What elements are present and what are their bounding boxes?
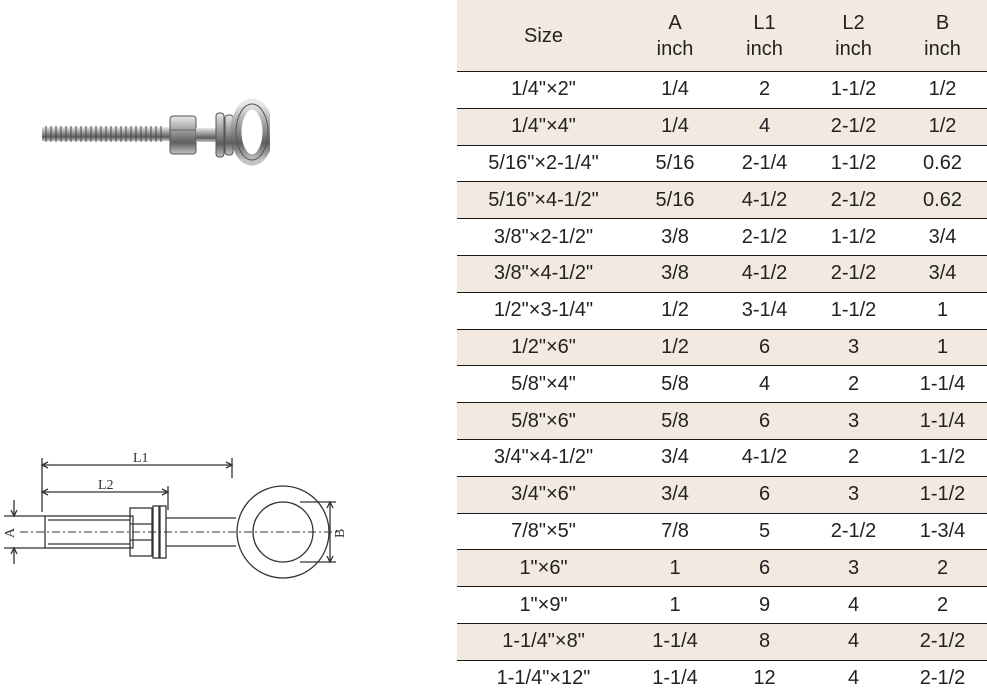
cell-b: 2-1/2 xyxy=(898,623,987,660)
table-row xyxy=(457,329,987,366)
cell-l2: 2 xyxy=(809,366,898,403)
header-b: B inch xyxy=(898,0,987,72)
cell-l2: 1-1/2 xyxy=(809,145,898,182)
cell-size: 1/2"×6" xyxy=(457,329,630,366)
cell-l1: 2-1/2 xyxy=(720,219,809,256)
cell-b: 2 xyxy=(898,587,987,624)
table-row xyxy=(457,439,987,476)
cell-l2: 4 xyxy=(809,660,898,696)
cell-b: 0.62 xyxy=(898,145,987,182)
header-size: Size xyxy=(457,0,630,72)
table-row xyxy=(457,403,987,440)
cell-l1: 3-1/4 xyxy=(720,292,809,329)
table-row xyxy=(457,72,987,109)
header-a: A inch xyxy=(630,0,720,72)
cell-l1: 9 xyxy=(720,587,809,624)
table-row xyxy=(457,219,987,256)
cell-a: 3/4 xyxy=(630,439,720,476)
eye-bolt-photo xyxy=(30,80,270,200)
cell-b: 2-1/2 xyxy=(898,660,987,696)
cell-a: 1-1/4 xyxy=(630,623,720,660)
cell-b: 2 xyxy=(898,550,987,587)
cell-l1: 6 xyxy=(720,476,809,513)
cell-size: 1/2"×3-1/4" xyxy=(457,292,630,329)
cell-a: 3/8 xyxy=(630,255,720,292)
cell-l1: 8 xyxy=(720,623,809,660)
a-label: A xyxy=(3,527,18,538)
b-label: B xyxy=(333,528,348,538)
cell-b: 0.62 xyxy=(898,182,987,219)
cell-size: 1/4"×2" xyxy=(457,72,630,109)
cell-size: 7/8"×5" xyxy=(457,513,630,550)
cell-b: 1-1/2 xyxy=(898,476,987,513)
cell-size: 1"×9" xyxy=(457,587,630,624)
header-l1: L1 inch xyxy=(720,0,809,72)
cell-l2: 3 xyxy=(809,403,898,440)
cell-l1: 4 xyxy=(720,366,809,403)
cell-size: 1/4"×4" xyxy=(457,108,630,145)
cell-b: 1-1/4 xyxy=(898,366,987,403)
table-row xyxy=(457,292,987,329)
table-row xyxy=(457,366,987,403)
cell-size: 1-1/4"×8" xyxy=(457,623,630,660)
cell-b: 1 xyxy=(898,292,987,329)
l2-label: L2 xyxy=(98,478,114,493)
cell-l1: 4-1/2 xyxy=(720,255,809,292)
cell-a: 1 xyxy=(630,550,720,587)
l1-label: L1 xyxy=(133,451,149,466)
cell-a: 1/2 xyxy=(630,292,720,329)
cell-l1: 12 xyxy=(720,660,809,696)
cell-l1: 6 xyxy=(720,550,809,587)
cell-size: 5/8"×4" xyxy=(457,366,630,403)
cell-l2: 2 xyxy=(809,439,898,476)
cell-a: 5/16 xyxy=(630,145,720,182)
cell-a: 3/4 xyxy=(630,476,720,513)
cell-size: 5/16"×4-1/2" xyxy=(457,182,630,219)
cell-l2: 2-1/2 xyxy=(809,255,898,292)
table-row xyxy=(457,145,987,182)
cell-b: 1-3/4 xyxy=(898,513,987,550)
cell-a: 7/8 xyxy=(630,513,720,550)
cell-l2: 1-1/2 xyxy=(809,72,898,109)
cell-a: 1/4 xyxy=(630,72,720,109)
table-row xyxy=(457,255,987,292)
cell-l2: 1-1/2 xyxy=(809,219,898,256)
cell-b: 1-1/2 xyxy=(898,439,987,476)
cell-a: 1/2 xyxy=(630,329,720,366)
cell-l2: 4 xyxy=(809,587,898,624)
cell-size: 3/8"×4-1/2" xyxy=(457,255,630,292)
cell-a: 1 xyxy=(630,587,720,624)
cell-a: 5/16 xyxy=(630,182,720,219)
cell-size: 1"×6" xyxy=(457,550,630,587)
cell-b: 1-1/4 xyxy=(898,403,987,440)
table-row xyxy=(457,550,987,587)
cell-a: 5/8 xyxy=(630,366,720,403)
cell-l2: 2-1/2 xyxy=(809,108,898,145)
table-row xyxy=(457,476,987,513)
cell-l2: 2-1/2 xyxy=(809,182,898,219)
cell-l2: 3 xyxy=(809,329,898,366)
dimension-drawing xyxy=(0,440,360,600)
cell-b: 3/4 xyxy=(898,219,987,256)
cell-l2: 4 xyxy=(809,623,898,660)
table-row xyxy=(457,660,987,696)
cell-l2: 1-1/2 xyxy=(809,292,898,329)
table-row xyxy=(457,623,987,660)
cell-size: 3/4"×6" xyxy=(457,476,630,513)
cell-l1: 6 xyxy=(720,329,809,366)
table-row xyxy=(457,182,987,219)
spec-table xyxy=(457,0,987,697)
cell-l1: 2 xyxy=(720,72,809,109)
cell-a: 1-1/4 xyxy=(630,660,720,696)
cell-a: 3/8 xyxy=(630,219,720,256)
cell-a: 5/8 xyxy=(630,403,720,440)
table-row xyxy=(457,587,987,624)
cell-l1: 2-1/4 xyxy=(720,145,809,182)
cell-b: 1/2 xyxy=(898,108,987,145)
cell-b: 1 xyxy=(898,329,987,366)
spec-table-container xyxy=(457,0,987,690)
cell-l1: 6 xyxy=(720,403,809,440)
cell-size: 3/8"×2-1/2" xyxy=(457,219,630,256)
table-row xyxy=(457,513,987,550)
cell-l1: 4-1/2 xyxy=(720,439,809,476)
cell-size: 1-1/4"×12" xyxy=(457,660,630,696)
cell-l2: 3 xyxy=(809,476,898,513)
table-header-row xyxy=(457,0,987,72)
cell-l1: 4-1/2 xyxy=(720,182,809,219)
cell-l2: 2-1/2 xyxy=(809,513,898,550)
cell-size: 3/4"×4-1/2" xyxy=(457,439,630,476)
table-row xyxy=(457,108,987,145)
cell-size: 5/8"×6" xyxy=(457,403,630,440)
cell-a: 1/4 xyxy=(630,108,720,145)
header-l2: L2 inch xyxy=(809,0,898,72)
cell-b: 1/2 xyxy=(898,72,987,109)
cell-l2: 3 xyxy=(809,550,898,587)
cell-b: 3/4 xyxy=(898,255,987,292)
cell-l1: 4 xyxy=(720,108,809,145)
cell-size: 5/16"×2-1/4" xyxy=(457,145,630,182)
cell-l1: 5 xyxy=(720,513,809,550)
